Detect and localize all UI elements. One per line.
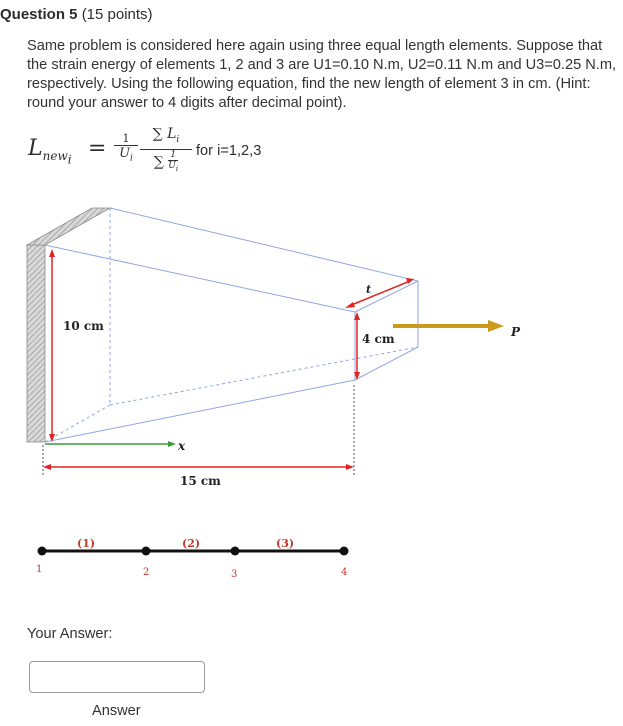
element-label-1: (1) [77, 537, 96, 550]
node-3 [231, 547, 240, 556]
node-label-4: 4 [341, 567, 348, 578]
answer-label: Your Answer: [27, 626, 113, 642]
formula-fraction-1: 1 $U_i$ [114, 132, 138, 164]
thickness-dimension [345, 278, 414, 308]
question-number: Question 5 [0, 6, 78, 23]
length-dimension [43, 385, 354, 475]
answer-input[interactable] [29, 661, 205, 693]
node-2 [142, 547, 151, 556]
node-1 [38, 547, 47, 556]
end-height-label: 4 cm [362, 332, 395, 346]
formula-equals: = [88, 136, 107, 161]
question-title [0, 6, 153, 23]
formula-fraction-2: ∑ $L_i$ ∑ 1 $U_i$ [140, 126, 192, 174]
height-label: 10 cm [63, 319, 104, 333]
tapered-bar-figure [0, 200, 623, 590]
formula-condition: for i=1,2,3 [196, 143, 262, 159]
answer-caption: Answer [92, 703, 141, 719]
thickness-label: t [366, 283, 372, 296]
node-label-1: 1 [36, 564, 43, 575]
question-text: Same problem is considered here again using three equal length elements. Suppose that the strain energy of elements 1, 2 and 3 are U1=0.10 N.m, U2=0.11 N.m and U3=0.25 N.m, respectively. Using the following equation, find the new length of element 3 in cm. (Hint: round your answer to 4 digits after decimal point). [27, 38, 617, 111]
question-points: (15 points) [81, 6, 153, 23]
element-label-3: (3) [276, 537, 295, 550]
node-label-3: 3 [231, 569, 238, 580]
length-formula [28, 126, 288, 196]
element-label-2: (2) [182, 537, 201, 550]
node-4 [340, 547, 349, 556]
load-arrow [393, 320, 504, 332]
length-label: 15 cm [180, 474, 221, 488]
element-model [36, 537, 349, 580]
formula-fraction-3: 1 $U_i$ [168, 149, 179, 173]
formula-lhs: $L_{new_i}$ [28, 136, 72, 167]
height-dimension [49, 249, 55, 442]
x-axis-label: x [178, 439, 186, 453]
x-axis-arrow [45, 441, 176, 447]
load-label: P [511, 325, 521, 339]
node-label-2: 2 [143, 567, 150, 578]
